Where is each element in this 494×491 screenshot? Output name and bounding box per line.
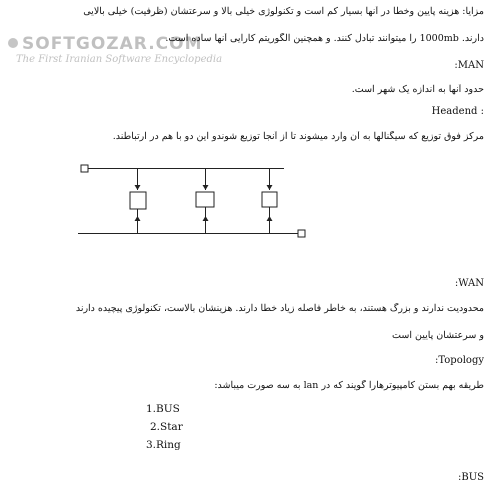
topology-heading: Topology:	[435, 355, 484, 366]
topology-text: طریقه بهم بستن کامپیوترهارا گویند که در lan به سه صورت میباشد:	[214, 380, 484, 391]
headend-text: مرکز فوق توزیع که سیگنالها به آن وارد میشوند تا از آنجا توزیع شوندو این دو با هم در ارتباطند.	[112, 131, 484, 142]
wan-line-1: محدودیت ندارند و بزرگ هستند، به خاطر فاصله زیاد خطا دارند. هزینشان بالاست، تکنولوژی پیچیده دارند	[75, 303, 484, 314]
diagram-top-terminal	[81, 165, 88, 172]
diagram-arrow-down-2	[203, 185, 209, 190]
diagram-node-3	[262, 169, 277, 234]
diagram-node-2	[196, 169, 214, 234]
man-heading: MAN:	[454, 60, 484, 71]
advantages-line-1: مزایا: هزینه پایین وخطا در آنها بسیار کم است و تکنولوژی خیلی بالا و سرعتشان (ظرفیت) خیلی بالایی	[83, 6, 484, 17]
diagram-arrow-up-3	[267, 216, 273, 221]
wan-line-2: و سرعتشان پایین است	[392, 330, 484, 341]
diagram-arrow-down-3	[267, 185, 273, 190]
man-text: حدود آنها به اندازه یک شهر است.	[351, 84, 484, 95]
list-item-bus: 1.BUS	[146, 403, 180, 415]
advantages-line-2: دارند. 1000mb را میتوانند تبادل کنند. و همچنین الگوریتم کارایی آنها ساده است.	[165, 33, 484, 44]
diagram-node-1	[130, 169, 146, 234]
diagram-arrow-up-2	[203, 216, 209, 221]
diagram-bottom-terminal	[298, 230, 305, 237]
list-item-ring: 3.Ring	[146, 439, 181, 451]
headend-heading: : Headend	[431, 106, 484, 117]
list-item-star: 2.Star	[150, 421, 183, 433]
diagram-arrow-up-1	[135, 216, 141, 221]
bus-heading: BUS:	[457, 472, 484, 483]
headend-bus-diagram	[78, 163, 318, 243]
wan-heading: WAN:	[454, 278, 484, 289]
diagram-arrow-down-1	[135, 185, 141, 190]
watermark-brand: SOFTGOZAR.COM	[22, 34, 203, 54]
watermark-tagline: The First Iranian Software Encyclopedia	[16, 54, 223, 65]
